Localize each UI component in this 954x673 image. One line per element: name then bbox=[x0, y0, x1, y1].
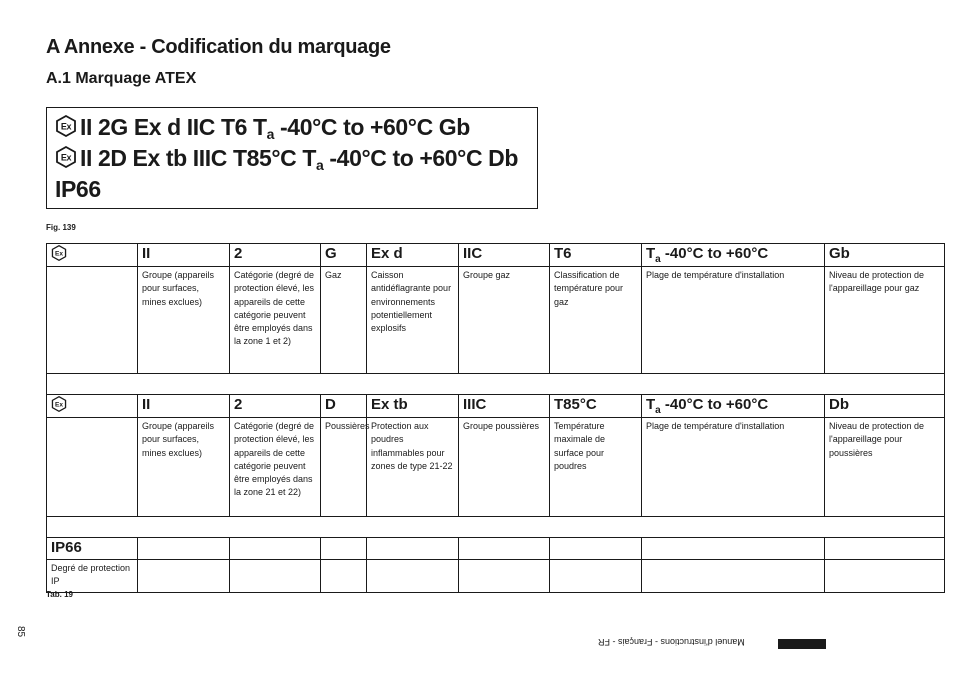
table-cell: II bbox=[138, 244, 230, 267]
table-cell: Degré de protection IP bbox=[47, 560, 138, 593]
marking-line-gas-sub: a bbox=[266, 126, 275, 142]
table-cell bbox=[230, 538, 321, 560]
page-title: A Annexe - Codification du marquage bbox=[46, 36, 391, 58]
table-cell: Groupe poussières bbox=[459, 418, 550, 517]
page-number: 85 bbox=[15, 626, 26, 638]
table-cell: Classification de température pour gaz bbox=[550, 267, 642, 374]
table-cell bbox=[321, 560, 367, 593]
table-cell bbox=[642, 395, 825, 418]
table-cell: II bbox=[138, 395, 230, 418]
dust-ex-cell bbox=[47, 395, 138, 418]
table-cell: Température maximale de surface pour poudres bbox=[550, 418, 642, 517]
temp-prefix: T bbox=[646, 245, 656, 262]
table-cell bbox=[230, 560, 321, 593]
marking-line-gas-end: -40°C to +60°C Gb bbox=[274, 114, 470, 140]
table-cell bbox=[138, 560, 230, 593]
temp-sub: a bbox=[655, 405, 661, 416]
marking-table bbox=[46, 243, 945, 593]
table-cell: Niveau de protection de l'appareillage pour poussières bbox=[825, 418, 945, 517]
table-cell bbox=[642, 538, 825, 560]
ex-hexagon-icon bbox=[51, 396, 67, 412]
table-cell: D bbox=[321, 395, 367, 418]
table-cell bbox=[825, 538, 945, 560]
gas-header-row bbox=[47, 244, 945, 267]
separator-row bbox=[47, 374, 945, 395]
ex-hexagon-icon bbox=[55, 115, 77, 137]
gas-description-row bbox=[47, 267, 945, 374]
dust-description-row bbox=[47, 418, 945, 517]
table-cell: Ex tb bbox=[367, 395, 459, 418]
separator-cell bbox=[47, 374, 945, 395]
table-cell bbox=[367, 560, 459, 593]
marking-line-gas bbox=[55, 114, 470, 142]
table-cell: Groupe (appareils pour surfaces, mines exclues) bbox=[138, 267, 230, 374]
table-caption: Tab. 19 bbox=[46, 590, 73, 599]
table-cell: Protection aux poudres inflammables pour zones de type 21-22 bbox=[367, 418, 459, 517]
temp-range: -40°C to +60°C bbox=[660, 245, 769, 262]
table-cell bbox=[642, 560, 825, 593]
table-cell bbox=[642, 244, 825, 267]
table-cell: Gb bbox=[825, 244, 945, 267]
marking-box bbox=[46, 107, 538, 209]
temp-sub: a bbox=[655, 254, 661, 265]
table-cell: T6 bbox=[550, 244, 642, 267]
table-cell: IIC bbox=[459, 244, 550, 267]
table-cell bbox=[367, 538, 459, 560]
table-cell: Plage de température d'installation bbox=[642, 418, 825, 517]
table-cell bbox=[825, 560, 945, 593]
table-cell bbox=[550, 538, 642, 560]
table-cell: Groupe (appareils pour surfaces, mines exclues) bbox=[138, 418, 230, 517]
table-cell: Db bbox=[825, 395, 945, 418]
table-cell: T85°C bbox=[550, 395, 642, 418]
temp-range: -40°C to +60°C bbox=[660, 396, 769, 413]
table-cell bbox=[550, 560, 642, 593]
svg-text:Ex: Ex bbox=[60, 121, 72, 132]
section-title: A.1 Marquage ATEX bbox=[46, 70, 197, 87]
marking-line-ip: IP66 bbox=[55, 176, 101, 202]
table-cell: 2 bbox=[230, 244, 321, 267]
marking-line-dust-end: -40°C to +60°C Db bbox=[323, 145, 519, 171]
table-cell: Plage de température d'installation bbox=[642, 267, 825, 374]
table-cell: Poussières bbox=[321, 418, 367, 517]
table-cell: G bbox=[321, 244, 367, 267]
table-cell bbox=[459, 538, 550, 560]
table-cell: Niveau de protection de l'appareillage pour gaz bbox=[825, 267, 945, 374]
footer-text: Manuel d'instructions - Français - FR bbox=[598, 637, 745, 647]
marking-line-dust-sub: a bbox=[316, 157, 324, 173]
table-cell: 2 bbox=[230, 395, 321, 418]
table-cell: Ex d bbox=[367, 244, 459, 267]
table-cell: Catégorie (degré de protection élevé, les appareils de cette catégorie peuvent être employés dans la zone 1 et 2) bbox=[230, 267, 321, 374]
dust-header-row bbox=[47, 395, 945, 418]
table-cell bbox=[47, 418, 138, 517]
svg-text:Ex: Ex bbox=[55, 401, 63, 409]
table-cell bbox=[138, 538, 230, 560]
table-cell: Gaz bbox=[321, 267, 367, 374]
svg-text:Ex: Ex bbox=[55, 250, 63, 258]
ip-description-row bbox=[47, 560, 945, 593]
marking-line-dust-text: II 2D Ex tb IIIC T85°C T bbox=[80, 145, 317, 171]
footer-bar bbox=[778, 639, 826, 649]
separator-row bbox=[47, 517, 945, 538]
svg-text:Ex: Ex bbox=[60, 152, 72, 163]
table-cell: IP66 bbox=[47, 538, 138, 560]
separator-cell bbox=[47, 517, 945, 538]
ex-hexagon-icon bbox=[55, 146, 77, 168]
marking-line-gas-text: II 2G Ex d IIC T6 T bbox=[80, 114, 267, 140]
table-cell: IIIC bbox=[459, 395, 550, 418]
gas-ex-cell bbox=[47, 244, 138, 267]
marking-line-dust bbox=[55, 145, 518, 173]
table-cell: Catégorie (degré de protection élevé, les appareils de cette catégorie peuvent être employés dans la zone 21 et 22) bbox=[230, 418, 321, 517]
ip-header-row bbox=[47, 538, 945, 560]
temp-prefix: T bbox=[646, 396, 656, 413]
table-cell bbox=[321, 538, 367, 560]
ex-hexagon-icon bbox=[51, 245, 67, 261]
table-cell: Caisson antidéflagrante pour environnements potentiellement explosifs bbox=[367, 267, 459, 374]
table-cell bbox=[459, 560, 550, 593]
table-cell bbox=[47, 267, 138, 374]
figure-caption: Fig. 139 bbox=[46, 223, 76, 232]
table-cell: Groupe gaz bbox=[459, 267, 550, 374]
